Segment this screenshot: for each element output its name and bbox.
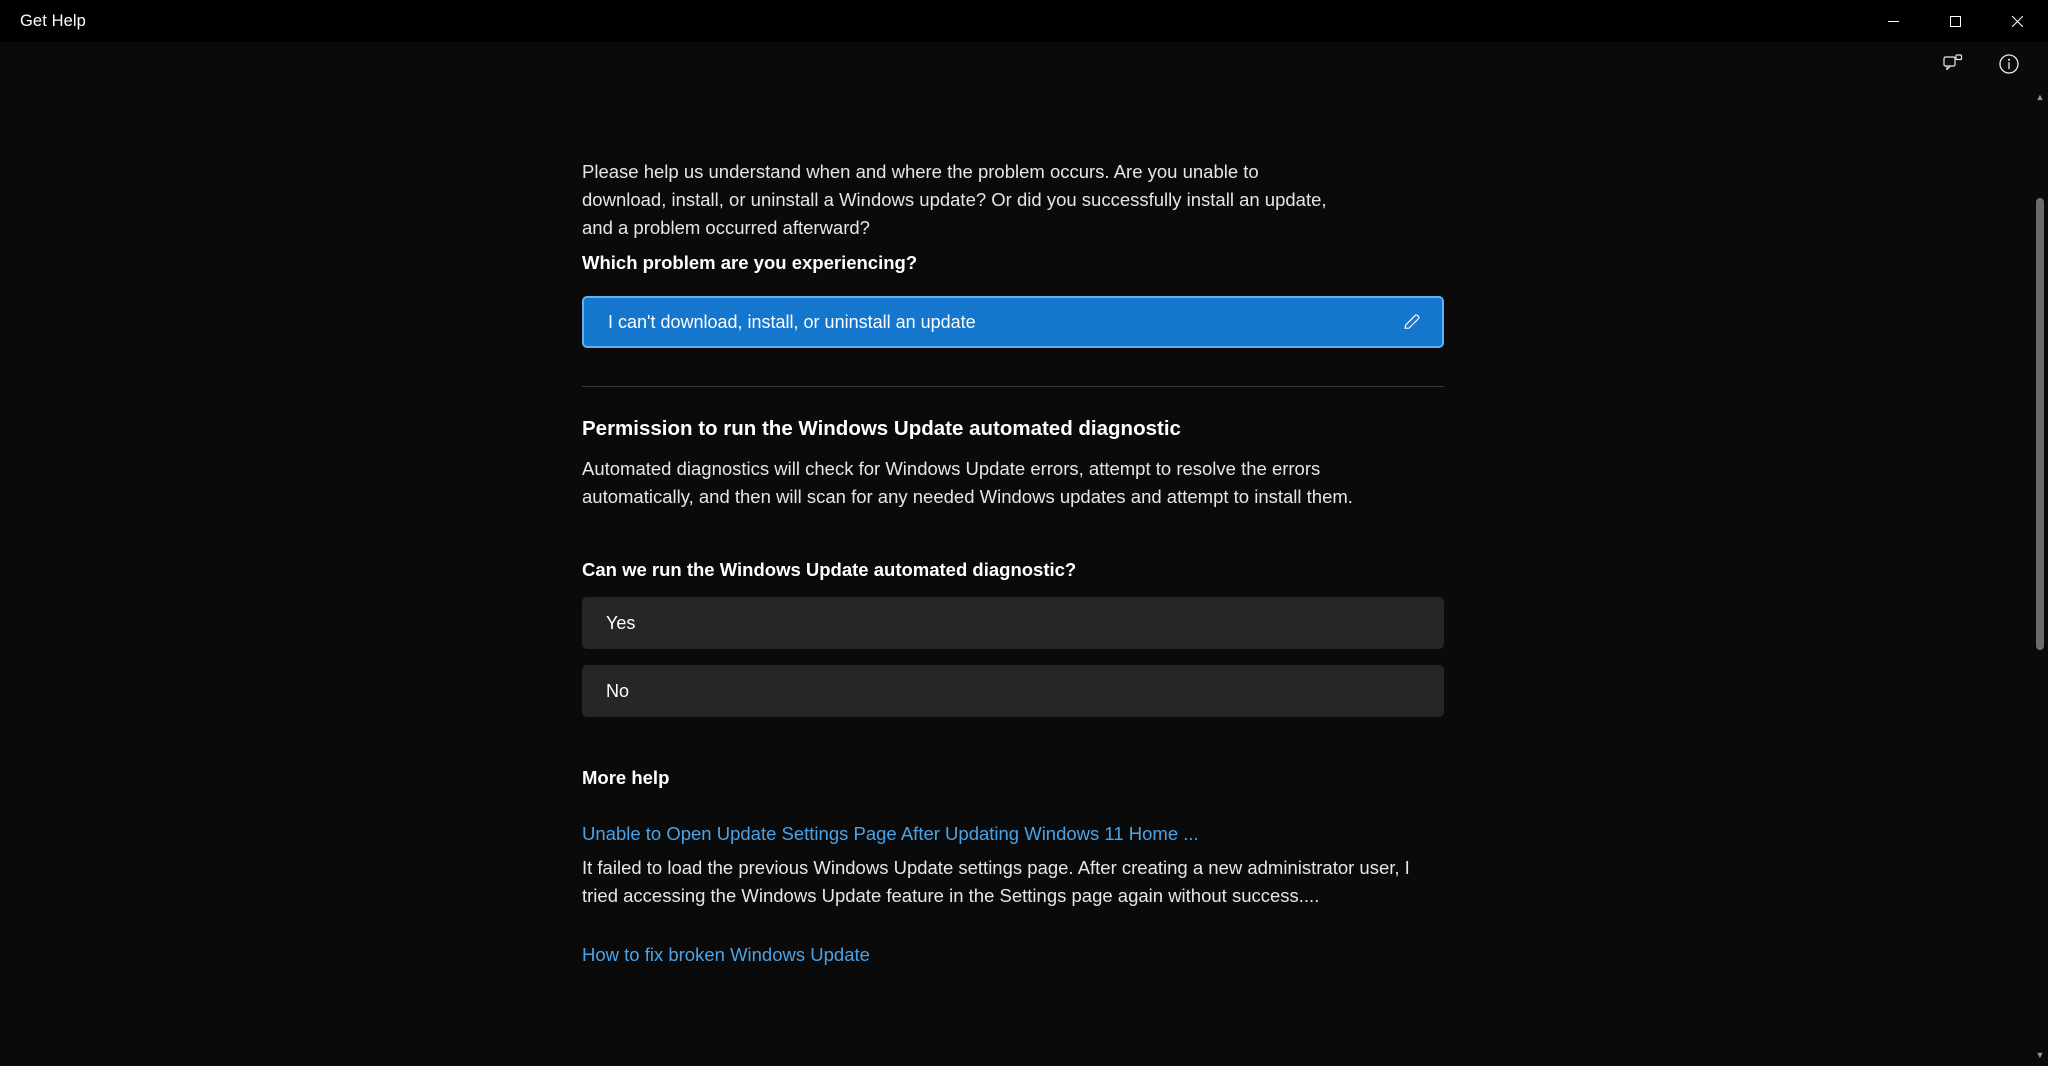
section-title: Permission to run the Windows Update automated diagnostic	[582, 417, 1181, 440]
scrollbar-thumb[interactable]	[2036, 198, 2044, 650]
window-titlebar	[0, 0, 2048, 42]
close-button[interactable]	[1986, 0, 2048, 42]
titlebar-left-group	[0, 12, 86, 31]
window-controls	[1862, 0, 2048, 42]
vertical-scrollbar[interactable]	[2032, 86, 2048, 1066]
sub-question-label: Can we run the Windows Update automated diagnostic?	[582, 559, 1077, 580]
section-divider	[582, 386, 1444, 387]
app-title: Get Help	[20, 11, 86, 30]
maximize-button[interactable]	[1924, 0, 1986, 42]
list-item	[582, 944, 1448, 966]
choice-no-label: No	[606, 680, 630, 701]
edit-pencil-icon[interactable]	[1402, 312, 1422, 332]
choice-no-button[interactable]	[582, 665, 1444, 717]
question-label: Which problem are you experiencing?	[582, 252, 918, 273]
section-body: Automated diagnostics will check for Windows Update errors, attempt to resolve the errors automatically, and then will scan for any needed Windows updates and attempt to install them.	[582, 458, 1353, 507]
more-help-link-2[interactable]: How to fix broken Windows Update	[582, 944, 870, 965]
info-icon[interactable]	[1992, 47, 2026, 81]
minimize-button[interactable]	[1862, 0, 1924, 42]
feedback-icon[interactable]	[1936, 47, 1970, 81]
selected-answer-text: I can't download, install, or uninstall an update	[608, 311, 976, 332]
choice-yes-label: Yes	[606, 612, 636, 633]
scroll-down-arrow-icon[interactable]: ▼	[2035, 1050, 2045, 1060]
more-help-link-1[interactable]: Unable to Open Update Settings Page After Updating Windows 11 Home ...	[582, 823, 1199, 844]
help-content	[0, 86, 2048, 1066]
intro-paragraph: Please help us understand when and where the problem occurs. Are you unable to download, install, or uninstall a Windows update? Or did you successfully install an update, and a problem occurred afterward?	[582, 161, 1327, 238]
more-help-heading: More help	[582, 767, 670, 788]
command-bar	[0, 42, 2048, 86]
scroll-up-arrow-icon[interactable]: ▲	[2035, 92, 2045, 102]
choice-yes-button[interactable]	[582, 597, 1444, 649]
more-help-desc-1: It failed to load the previous Windows Update settings page. After creating a new administrator user, I tried accessing the Windows Update feature in the Settings page again without success....	[582, 857, 1410, 906]
list-item	[582, 823, 1448, 910]
content-scroll-region	[0, 86, 2048, 1066]
content-column	[582, 158, 1448, 966]
selected-answer-field[interactable]	[582, 296, 1444, 348]
